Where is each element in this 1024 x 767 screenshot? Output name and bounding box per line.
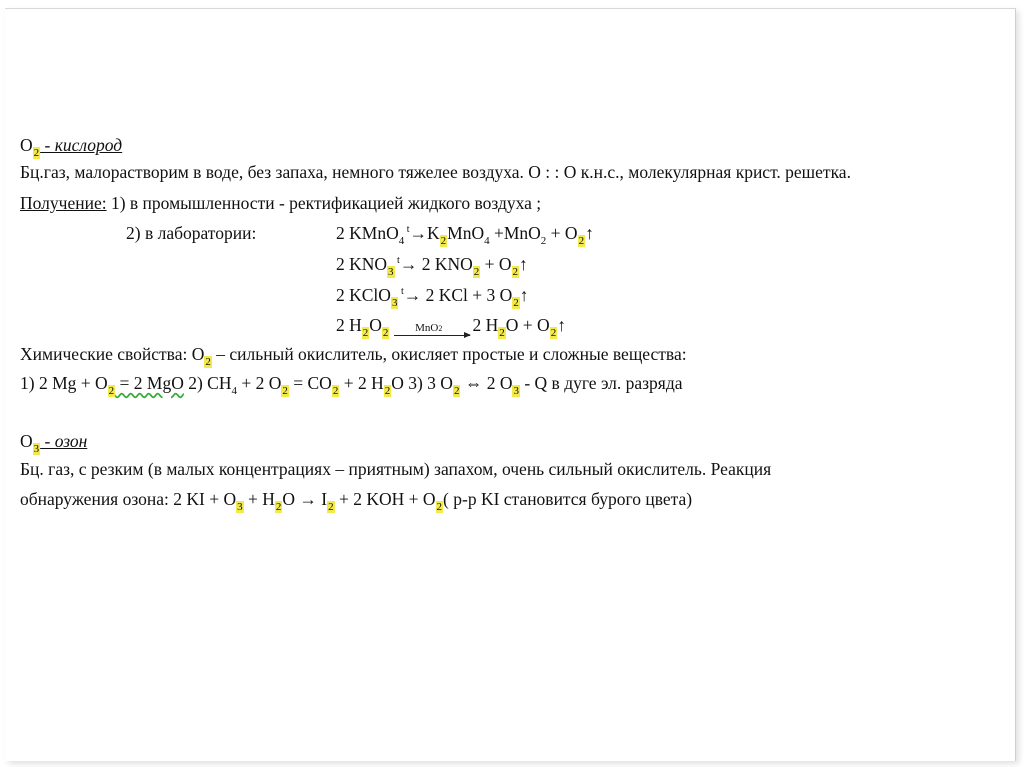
- pl-sub: 2: [384, 385, 391, 397]
- o3-description-2: [20, 488, 692, 513]
- o3-index: 3: [33, 443, 40, 455]
- r1-part: MnO: [447, 223, 485, 243]
- r4-part: O: [369, 315, 382, 335]
- pl-sub: 2: [332, 385, 339, 397]
- o3d-c: O → I: [282, 489, 328, 509]
- chem-props-rest: – сильный окислитель, окисляет простые и сложные вещества:: [211, 344, 687, 364]
- r3-part: → 2 KCl + 3 O: [403, 285, 513, 305]
- catalyst-label: MnO: [415, 322, 439, 334]
- r1-sub: 2: [578, 235, 585, 247]
- pl-sub: 2: [108, 385, 115, 397]
- pl-e: = CO: [288, 373, 332, 393]
- o2-name: - кислород: [40, 135, 123, 155]
- o3d-sub: 2: [436, 501, 443, 513]
- reaction-h2o2: [336, 314, 566, 340]
- r4-part: 2 H: [336, 315, 362, 335]
- reaction-kclo3: [336, 284, 529, 310]
- pl-sub: 2: [282, 385, 288, 397]
- r2-sub: 2: [473, 266, 480, 278]
- props-reactions: [20, 372, 683, 397]
- o3-heading: [20, 430, 87, 455]
- catalyst-arrow: [394, 317, 464, 340]
- r4-sub: 2: [382, 327, 389, 339]
- o3d-d: + 2 KOH + O: [334, 489, 436, 509]
- r1-temp: t: [404, 224, 410, 235]
- chem-props-head: Химические свойства: O: [20, 344, 205, 364]
- o3d-sub: 2: [328, 501, 334, 513]
- r4-sub: 2: [499, 327, 505, 339]
- o3-description-1: Бц. газ, с резким (в малых концентрациях – приятным) запахом, очень сильный окислитель. Реакция: [20, 459, 772, 479]
- obtain-industry: 1) в промышленности - ректификацией жидкого воздуха ;: [106, 193, 542, 213]
- equilibrium-arrow-icon: ⇔: [460, 373, 487, 393]
- pl-d: + 2 O: [237, 373, 282, 393]
- up-arrow-icon: ↑: [557, 315, 566, 335]
- pl-g: O 3) 3 O: [391, 373, 453, 393]
- up-arrow-icon: ↑: [585, 223, 594, 243]
- r4-sub: 2: [362, 327, 369, 339]
- r1-sub: 2: [540, 235, 547, 247]
- pl-sub: 2: [453, 385, 460, 397]
- pl-b: = 2 MgO: [115, 373, 184, 393]
- o3d-sub: 3: [237, 501, 243, 513]
- pl-f: + 2 H: [339, 373, 384, 393]
- obtain-label: Получение:: [20, 193, 107, 213]
- r2-part: 2 KNO: [336, 254, 388, 274]
- o2-index: 2: [33, 147, 40, 159]
- o3d-b: + H: [243, 489, 275, 509]
- r3-sub: 3: [391, 297, 398, 309]
- up-arrow-icon: ↑: [519, 285, 529, 305]
- r1-part: →K: [409, 223, 440, 243]
- r4-sub: 2: [550, 327, 557, 339]
- reaction-kno3: [336, 253, 528, 279]
- pl-i: - Q в дуге эл. разряда: [519, 373, 683, 393]
- r2-part: + O: [480, 254, 512, 274]
- pl-c: 2) CH: [183, 373, 232, 393]
- pl-a: 1) 2 Mg + O: [20, 373, 108, 393]
- pl-sub: 3: [513, 385, 519, 397]
- r2-part: → 2 KNO: [399, 254, 473, 274]
- r2-temp: t: [394, 255, 400, 266]
- r4-part: O + O: [505, 315, 550, 335]
- o3-symbol: O: [20, 431, 33, 451]
- r1-sub: 4: [484, 235, 490, 247]
- r2-sub: 3: [388, 266, 394, 278]
- pl-h: 2 O: [486, 373, 513, 393]
- r1-sub: 2: [440, 235, 447, 247]
- chem-props: [20, 343, 687, 368]
- o3d-sub: 2: [275, 501, 282, 513]
- obtain-industry-line: [20, 192, 541, 214]
- r1-part: 2 KMnO: [336, 223, 399, 243]
- o3d-a: обнаружения озона: 2 KI + O: [20, 489, 237, 509]
- chem-props-sub: 2: [205, 356, 211, 368]
- o2-heading: [20, 134, 122, 159]
- r3-part: 2 KClO: [336, 285, 391, 305]
- up-arrow-icon: ↑: [519, 254, 528, 274]
- catalyst-sub: 2: [438, 324, 443, 333]
- r3-temp: t: [398, 286, 404, 297]
- obtain-lab-label: 2) в лаборатории:: [126, 223, 257, 243]
- o2-symbol: O: [20, 135, 33, 155]
- o2-description: Бц.газ, малорастворим в воде, без запаха, немного тяжелее воздуха. О : : О к.н.с., молекулярная крист. решетка.: [20, 162, 851, 182]
- r4-part: 2 H: [472, 315, 499, 335]
- o3-name: - озон: [40, 431, 88, 451]
- pl-sub: 4: [231, 385, 237, 397]
- o3d-e: ( р-р KI становится бурого цвета): [443, 489, 693, 509]
- r1-sub: 4: [398, 235, 405, 247]
- reaction-kmno4: [336, 222, 594, 248]
- r1-part: +MnO: [489, 223, 541, 243]
- r2-sub: 2: [512, 266, 519, 278]
- r3-sub: 2: [513, 297, 519, 309]
- r1-part: + O: [546, 223, 578, 243]
